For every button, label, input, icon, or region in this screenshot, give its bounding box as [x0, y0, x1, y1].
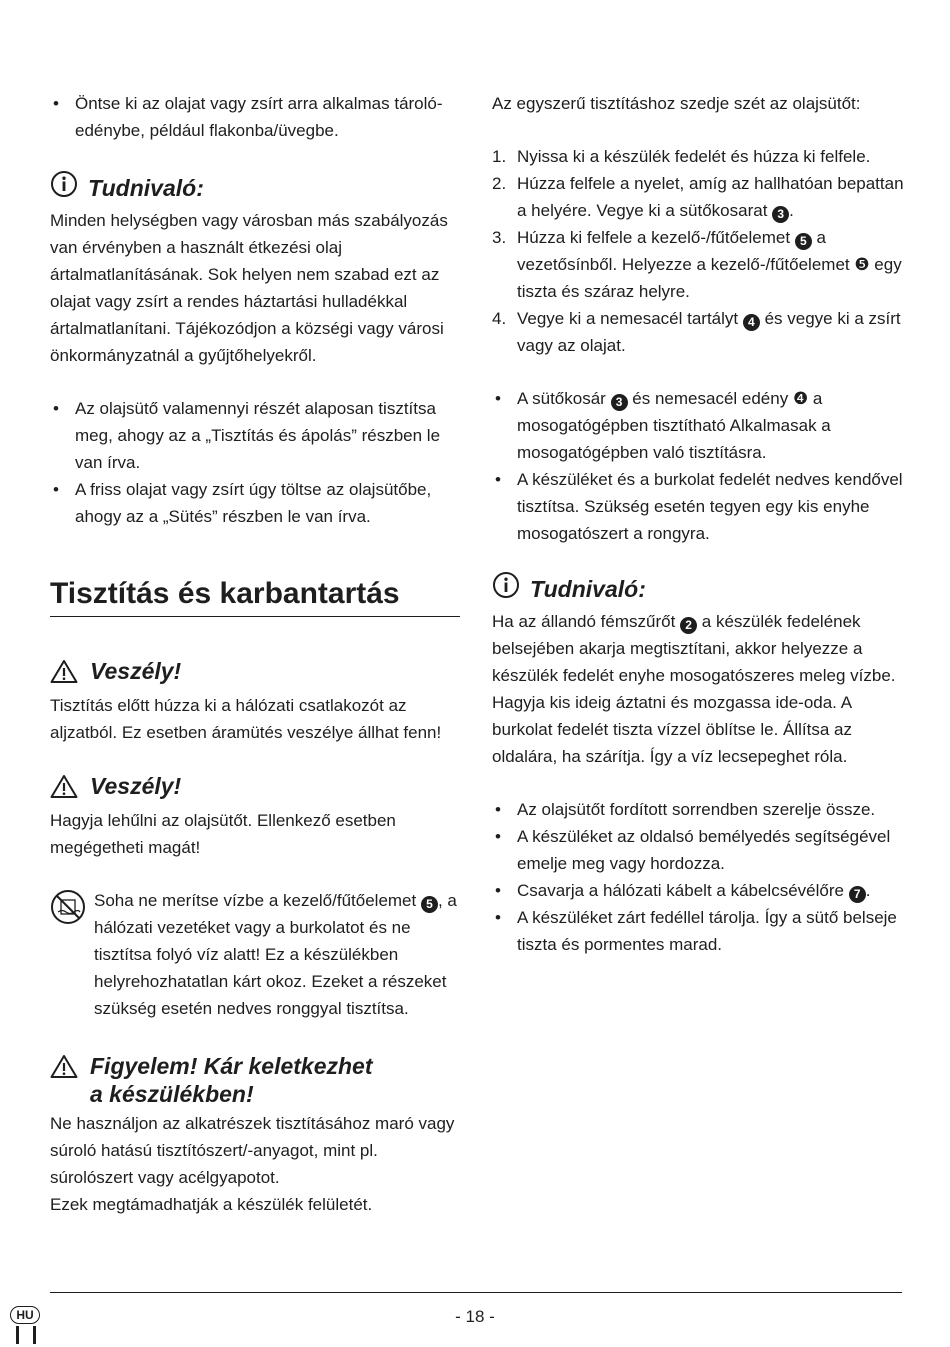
- step-item: 3. Húzza ki felfele a kezelő-/fűtőelemet 5 a vezetősínből. Helyezze a kezelő-/fűtőelemet ❺ egy tiszta és száraz helyre.: [492, 228, 902, 301]
- language-badge-bars: [14, 1326, 38, 1344]
- warning-triangle-icon: [50, 1054, 78, 1085]
- caution-text-2: Ezek megtámadhatják a készülék felületét.: [50, 1195, 373, 1214]
- list-item: • A friss olajat vagy zsírt úgy töltse az olajsütőbe, ahogy az a „Sütés” részben le van írva.: [50, 476, 460, 530]
- info-icon: [492, 571, 520, 606]
- steps-list: [492, 143, 907, 359]
- danger-title: Veszély!: [90, 658, 182, 684]
- list-item: • A készüléket az oldalsó bemélyedés segítségével emelje meg vagy hordozza.: [492, 823, 907, 877]
- note-text: Minden helységben vagy városban más szabályozás van érvényben a használt étkezési olaj ártalmatlanításának. Sok helyen nem szabad ezt az olajat vagy zsírt a rendes háztartási hulladékkal ártalmatlanítani. Tájékozódjon a községi vagy városi önkormányzatnál a gyűjtőhelyekről.: [50, 211, 448, 365]
- cleaning-list: [492, 385, 907, 547]
- warning-triangle-icon: [50, 774, 78, 805]
- note-heading: [492, 571, 907, 606]
- note-heading: [50, 170, 460, 205]
- reassembly-list: [492, 796, 907, 958]
- danger-heading: [50, 657, 460, 690]
- step-item: 1. Nyissa ki a készülék fedelét és húzza ki felfele.: [492, 147, 871, 166]
- danger-box: [50, 772, 460, 861]
- intro-list: [50, 90, 460, 144]
- part-ref-badge: 2: [680, 617, 697, 634]
- note-title: Tudnivaló:: [530, 575, 646, 602]
- note-box: [50, 170, 460, 369]
- caution-heading: [50, 1052, 460, 1108]
- list-item: • A készüléket zárt fedéllel tárolja. Így a sütő belseje tiszta és pormentes marad.: [492, 904, 907, 958]
- part-ref-badge: 3: [611, 394, 628, 411]
- list-item: • A készüléket és a burkolat fedelét nedves kendővel tisztítsa. Szükség esetén tegyen egy kis enyhe mosogatószert a rongyra.: [492, 466, 907, 547]
- left-column: [50, 90, 460, 1218]
- part-ref-badge: 5: [421, 896, 438, 913]
- list-item: • Öntse ki az olajat vagy zsírt arra alkalmas tárolóedénybe, például flakonba/üvegbe.: [50, 90, 460, 144]
- no-water-text: Soha ne merítse vízbe a kezelő/fűtőelemet 5 , a hálózati vezetéket vagy a burkolatot és ne tisztítsa folyó víz alatt! Ez a készülékben helyrehozhatatlan kárt okoz. Ezeket a részeket szükség esetén nedves ronggyal tisztítsa.: [94, 891, 457, 1018]
- list-item: • Az olajsütő valamennyi részét alaposan tisztítsa meg, ahogy az a „Tisztítás és ápolás” részben le van írva.: [50, 395, 460, 476]
- part-ref-badge: 5: [795, 233, 812, 250]
- danger-text: Hagyja lehűlni az olajsütőt. Ellenkező esetben megégetheti magát!: [50, 811, 396, 857]
- part-ref-badge: 7: [849, 886, 866, 903]
- no-immerse-icon: [50, 889, 86, 1022]
- info-icon: [50, 170, 78, 205]
- warning-triangle-icon: [50, 659, 78, 690]
- no-water-warning: [50, 887, 460, 1022]
- disassembly-intro: Az egyszerű tisztításhoz szedje szét az olajsütőt:: [492, 94, 861, 113]
- danger-title: Veszély!: [90, 773, 182, 799]
- caution-box: [50, 1052, 460, 1218]
- right-column: [492, 90, 907, 958]
- danger-box: [50, 657, 460, 746]
- note-text: Ha az állandó fémszűrőt 2 a készülék fedelének belsejében akarja megtisztítani, akkor helyezze a készülék fedelét enyhe mosogatószeres meleg vízbe. Hagyja kis ideig áztatni és mozgassa ide-oda. A burkolat fedelét tiszta vízzel öblítse le. Állítsa az oldalára, ha szárítja. Így a víz lecsepeghet róla.: [492, 612, 896, 766]
- section-title: Tisztítás és karbantartás: [50, 576, 460, 617]
- caution-title: Figyelem! Kár keletkezhet a készülékben!: [90, 1053, 373, 1107]
- part-ref-badge: 3: [772, 206, 789, 223]
- list-item: • Az olajsütőt fordított sorrendben szerelje össze.: [492, 796, 907, 823]
- part-ref-badge: 4: [743, 314, 760, 331]
- danger-text: Tisztítás előtt húzza ki a hálózati csatlakozót az aljzatból. Ez esetben áramütés veszélye állhat fenn!: [50, 696, 442, 742]
- maintenance-list: [50, 395, 460, 530]
- step-item: 4. Vegye ki a nemesacél tartályt 4 és vegye ki a zsírt vagy az olajat.: [492, 309, 901, 355]
- step-item: 2. Húzza felfele a nyelet, amíg az hallhatóan bepattan a helyére. Vegye ki a sütőkosarat 3 .: [492, 174, 904, 221]
- danger-heading: [50, 772, 460, 805]
- note-title: Tudnivaló:: [88, 174, 204, 201]
- page-number: - 18 -: [455, 1307, 495, 1326]
- footer-divider: [50, 1292, 902, 1293]
- list-item: • Csavarja a hálózati kábelt a kábelcsévélőre 7 .: [492, 877, 907, 904]
- caution-text: Ne használjon az alkatrészek tisztításához maró vagy súroló hatású tisztítószert/-anyagot, mint pl. súrolószert vagy acélgyapotot.: [50, 1114, 455, 1187]
- note-box: [492, 571, 907, 770]
- list-item: • A sütőkosár 3 és nemesacél edény ❹ a mosogatógépben tisztítható Alkalmasak a mosogatógépben való tisztításra.: [492, 385, 907, 466]
- language-badge: HU: [10, 1306, 40, 1324]
